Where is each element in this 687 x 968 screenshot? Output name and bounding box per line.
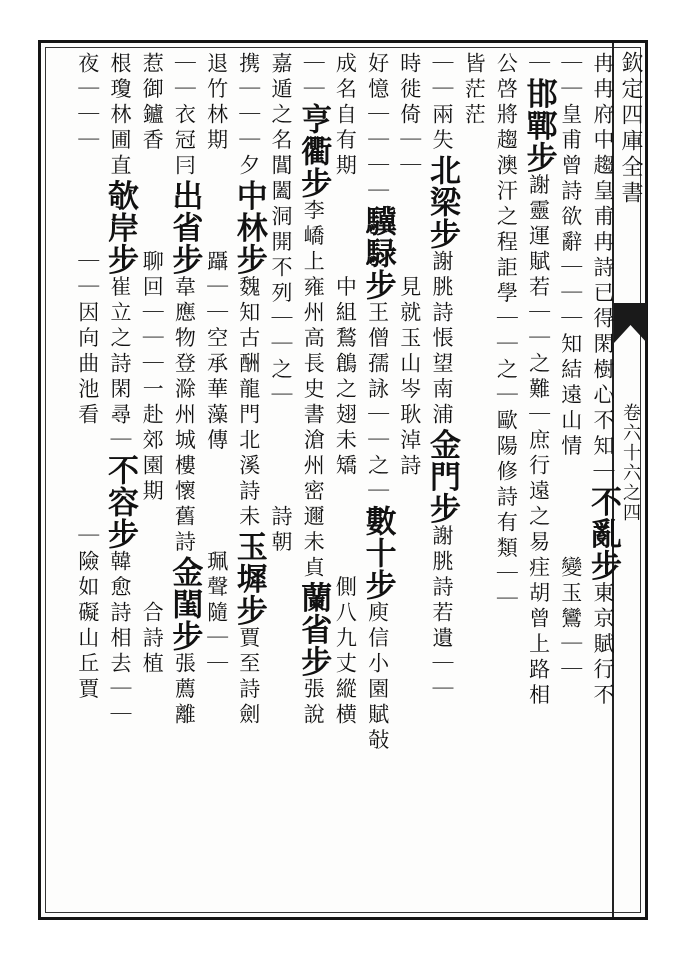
column-text: 張薦離 [172,652,197,729]
column-text: 好憶｜｜｜｜ [365,52,390,205]
column-text: 張說 [301,677,326,729]
column-text: 成名自有期 [333,52,358,180]
entry-heading: 不亂步 [585,485,621,582]
column-text: 聊回｜｜｜一赴郊園期 [140,250,165,505]
column-text: 側八九丈縱横 [333,575,358,729]
column-text: 惹御鑪香 [140,52,165,154]
column-text: ｜ [526,52,551,78]
column-text: 時徙倚｜｜ [397,52,422,180]
column-text: 崔立之詩閑尋｜ [108,275,132,454]
column-text: 嘉遁之名閶闔洞開不列｜｜之｜ [269,52,293,409]
column-text: 李嶠上雍州高長史書滄州密邇未貞 [301,199,326,582]
column-text: 魏知古酬龍門北溪詩未 [236,275,261,531]
entry-heading: 不容步 [102,454,138,550]
column-text: ｜ [591,460,615,486]
entry-heading: 金閨步 [166,556,203,652]
column-text: 王僧孺詠｜｜之｜ [365,301,390,505]
column-text: 躡｜｜空承華藻傳 [204,250,229,454]
entry-heading: 金門步 [424,428,460,525]
entry-heading: 北梁步 [424,154,460,250]
column-text: 謝靈運賦若｜｜之難｜庶行遠之易疰胡曾上路相 [526,173,551,709]
column-text: 詩朝 [269,505,293,556]
column-text: 根瓊林圃直 [108,52,132,180]
column-text: 變玉鸞｜｜ [558,556,583,684]
entry-heading: 出省步 [166,179,203,276]
column-text: ｜｜衣冠冃 [172,52,197,180]
column-text: 謝朓詩若遺｜｜ [430,524,454,703]
column-text: 韋應物登滁州城樓懷舊詩 [172,275,197,556]
entry-heading: 中林步 [230,179,267,276]
entry-heading: 玉墀步 [230,530,267,627]
book-title: 欽定四庫全書 [618,51,643,207]
column-text: 見就玉山岑耿淖詩 [397,275,422,480]
column-text: 中組鶖鶬之翅未矯 [333,275,358,480]
column-text: 謝朓詩悵望南浦 [430,250,454,429]
entry-heading: 亨衢步 [295,103,332,199]
entry-heading: 驥騄步 [359,205,396,301]
column-text: ｜｜ [301,52,326,103]
column-text: 珮聲隨｜｜ [204,550,229,678]
entry-heading: 欹岸步 [102,179,138,276]
entry-heading: 數十步 [359,505,396,601]
column-text: 韓愈詩相去｜｜ [108,550,132,729]
column-text: ｜｜因向曲池看 [75,250,100,429]
column-text: ｜｜皇甫曾詩欲辭｜｜｜知結遠山情 [558,52,583,460]
column-text: ｜｜兩失 [430,52,454,154]
entry-heading: 邯鄲步 [520,77,557,174]
column-text: 夜｜｜｜ [75,52,100,154]
juan-number: 卷六十六之四 [620,403,641,523]
column-text: 合詩植 [140,601,165,678]
column-text: 携｜｜｜夕 [236,52,261,180]
column-text: 冉冉府中趨皇甫冉詩已得閑樹心不知 [591,52,615,460]
column-text: 賈至詩劍 [236,626,261,729]
column-text: 庾信小園賦敧 [365,601,390,754]
column-text: 皆茫茫 [462,52,487,129]
column-text: 東京賦行不 [591,581,615,709]
text-column [67,52,109,912]
column-text: 公啓將趨澳汗之程詎學｜｜之｜歐陽修詩有類｜｜ [494,52,519,613]
entry-heading: 蘭省步 [295,581,332,678]
column-text: 退竹林期 [204,52,229,154]
column-text: ｜險如礙山丘賈 [75,524,100,703]
